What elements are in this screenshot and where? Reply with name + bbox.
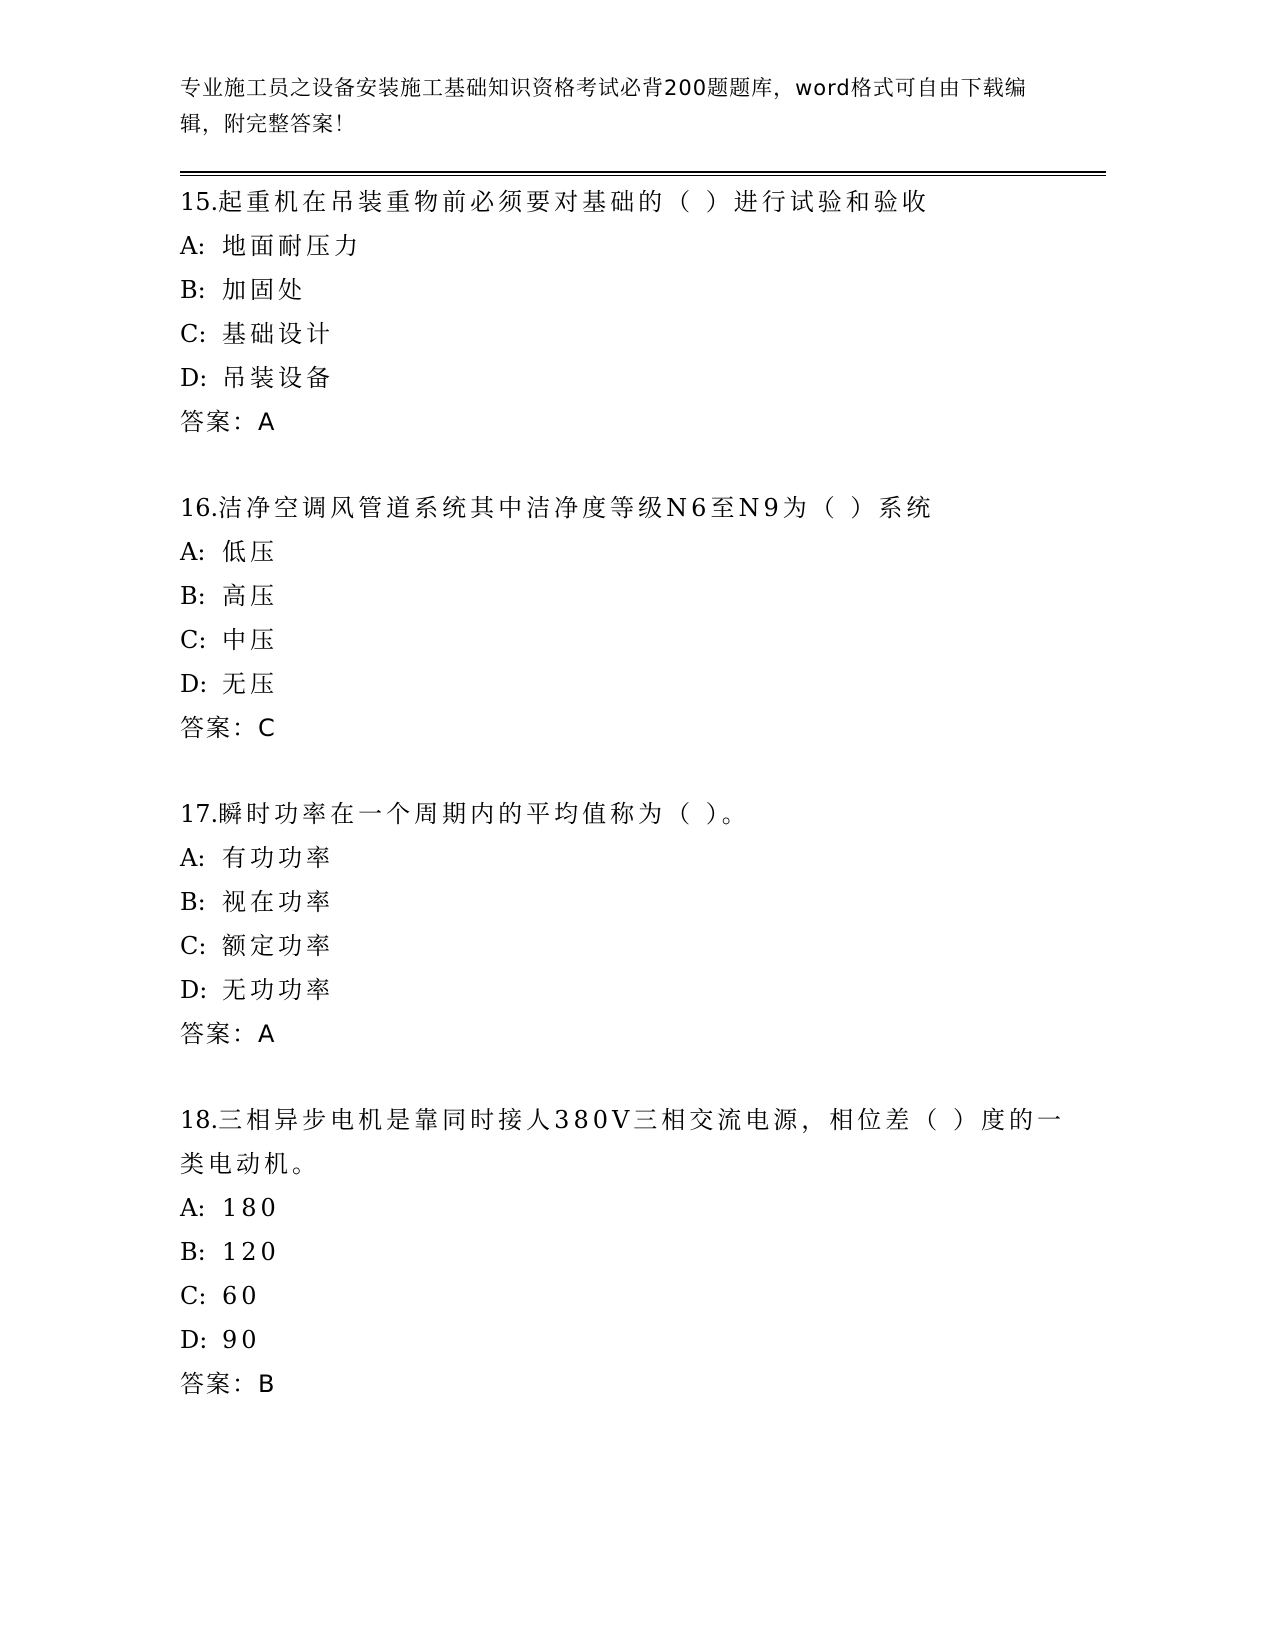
answer-line xyxy=(180,1012,1080,1056)
option-text: 吊装设备 xyxy=(222,364,334,392)
answer-line xyxy=(180,400,1080,444)
option-key: B: xyxy=(180,888,206,916)
question-15 xyxy=(180,180,1080,444)
option-text: 90 xyxy=(222,1326,261,1354)
option-c xyxy=(180,1274,1080,1318)
document-title: 专业施工员之设备安装施工基础知识资格考试必背200题题库，word格式可自由下载编辑，附完整答案！ xyxy=(180,76,1027,136)
option-text: 地面耐压力 xyxy=(222,232,362,260)
header-divider-thin xyxy=(180,175,1106,176)
answer-value: A xyxy=(258,1020,275,1048)
answer-label: 答案： xyxy=(180,408,258,436)
option-c xyxy=(180,924,1080,968)
option-text: 高压 xyxy=(222,582,278,610)
option-key: B: xyxy=(180,582,206,610)
option-key: B: xyxy=(180,276,206,304)
question-16 xyxy=(180,486,1080,750)
option-a xyxy=(180,224,1080,268)
option-text: 无压 xyxy=(222,670,278,698)
answer-label: 答案： xyxy=(180,714,258,742)
option-a xyxy=(180,530,1080,574)
option-text: 无功功率 xyxy=(222,976,334,1004)
question-text: 三相异步电机是靠同时接人380V三相交流电源，相位差（ ）度的一类电动机。 xyxy=(180,1106,1065,1178)
option-key: C: xyxy=(180,320,207,348)
option-d xyxy=(180,662,1080,706)
header-divider xyxy=(180,171,1106,173)
option-text: 120 xyxy=(222,1238,280,1266)
option-text: 加固处 xyxy=(222,276,306,304)
answer-line xyxy=(180,1362,1080,1406)
option-b xyxy=(180,1230,1080,1274)
option-text: 有功功率 xyxy=(222,844,334,872)
option-b xyxy=(180,268,1080,312)
option-text: 基础设计 xyxy=(222,320,334,348)
question-text: 瞬时功率在一个周期内的平均值称为（ ）。 xyxy=(218,800,750,828)
option-key: A: xyxy=(180,844,206,872)
question-17 xyxy=(180,792,1080,1056)
option-text: 中压 xyxy=(222,626,278,654)
option-key: D: xyxy=(180,364,208,392)
option-b xyxy=(180,574,1080,618)
question-list xyxy=(180,180,1080,1448)
answer-value: C xyxy=(258,714,275,742)
option-text: 60 xyxy=(222,1282,261,1310)
answer-line xyxy=(180,706,1080,750)
option-key: A: xyxy=(180,538,206,566)
option-a xyxy=(180,836,1080,880)
option-key: A: xyxy=(180,1194,206,1222)
option-key: D: xyxy=(180,670,208,698)
option-text: 额定功率 xyxy=(222,932,334,960)
question-number: 16. xyxy=(180,494,219,522)
question-number: 17. xyxy=(180,800,219,828)
option-key: C: xyxy=(180,626,207,654)
question-text: 起重机在吊装重物前必须要对基础的（ ）进行试验和验收 xyxy=(218,188,930,216)
option-text: 低压 xyxy=(222,538,278,566)
option-text: 180 xyxy=(222,1194,280,1222)
question-text: 洁净空调风管道系统其中洁净度等级N6至N9为（ ）系统 xyxy=(218,494,935,522)
option-key: D: xyxy=(180,976,208,1004)
option-d xyxy=(180,356,1080,400)
answer-value: A xyxy=(258,408,275,436)
option-key: D: xyxy=(180,1326,208,1354)
option-c xyxy=(180,312,1080,356)
question-number: 18. xyxy=(180,1106,219,1134)
question-number: 15. xyxy=(180,188,219,216)
answer-label: 答案： xyxy=(180,1370,258,1398)
option-key: C: xyxy=(180,1282,207,1310)
option-c xyxy=(180,618,1080,662)
question-stem xyxy=(180,1098,1080,1186)
option-key: B: xyxy=(180,1238,206,1266)
option-key: A: xyxy=(180,232,206,260)
option-key: C: xyxy=(180,932,207,960)
option-d xyxy=(180,1318,1080,1362)
question-18 xyxy=(180,1098,1080,1406)
question-stem xyxy=(180,486,1080,530)
answer-label: 答案： xyxy=(180,1020,258,1048)
question-stem xyxy=(180,792,1080,836)
option-b xyxy=(180,880,1080,924)
option-a xyxy=(180,1186,1080,1230)
option-text: 视在功率 xyxy=(222,888,334,916)
answer-value: B xyxy=(258,1370,275,1398)
question-stem xyxy=(180,180,1080,224)
option-d xyxy=(180,968,1080,1012)
